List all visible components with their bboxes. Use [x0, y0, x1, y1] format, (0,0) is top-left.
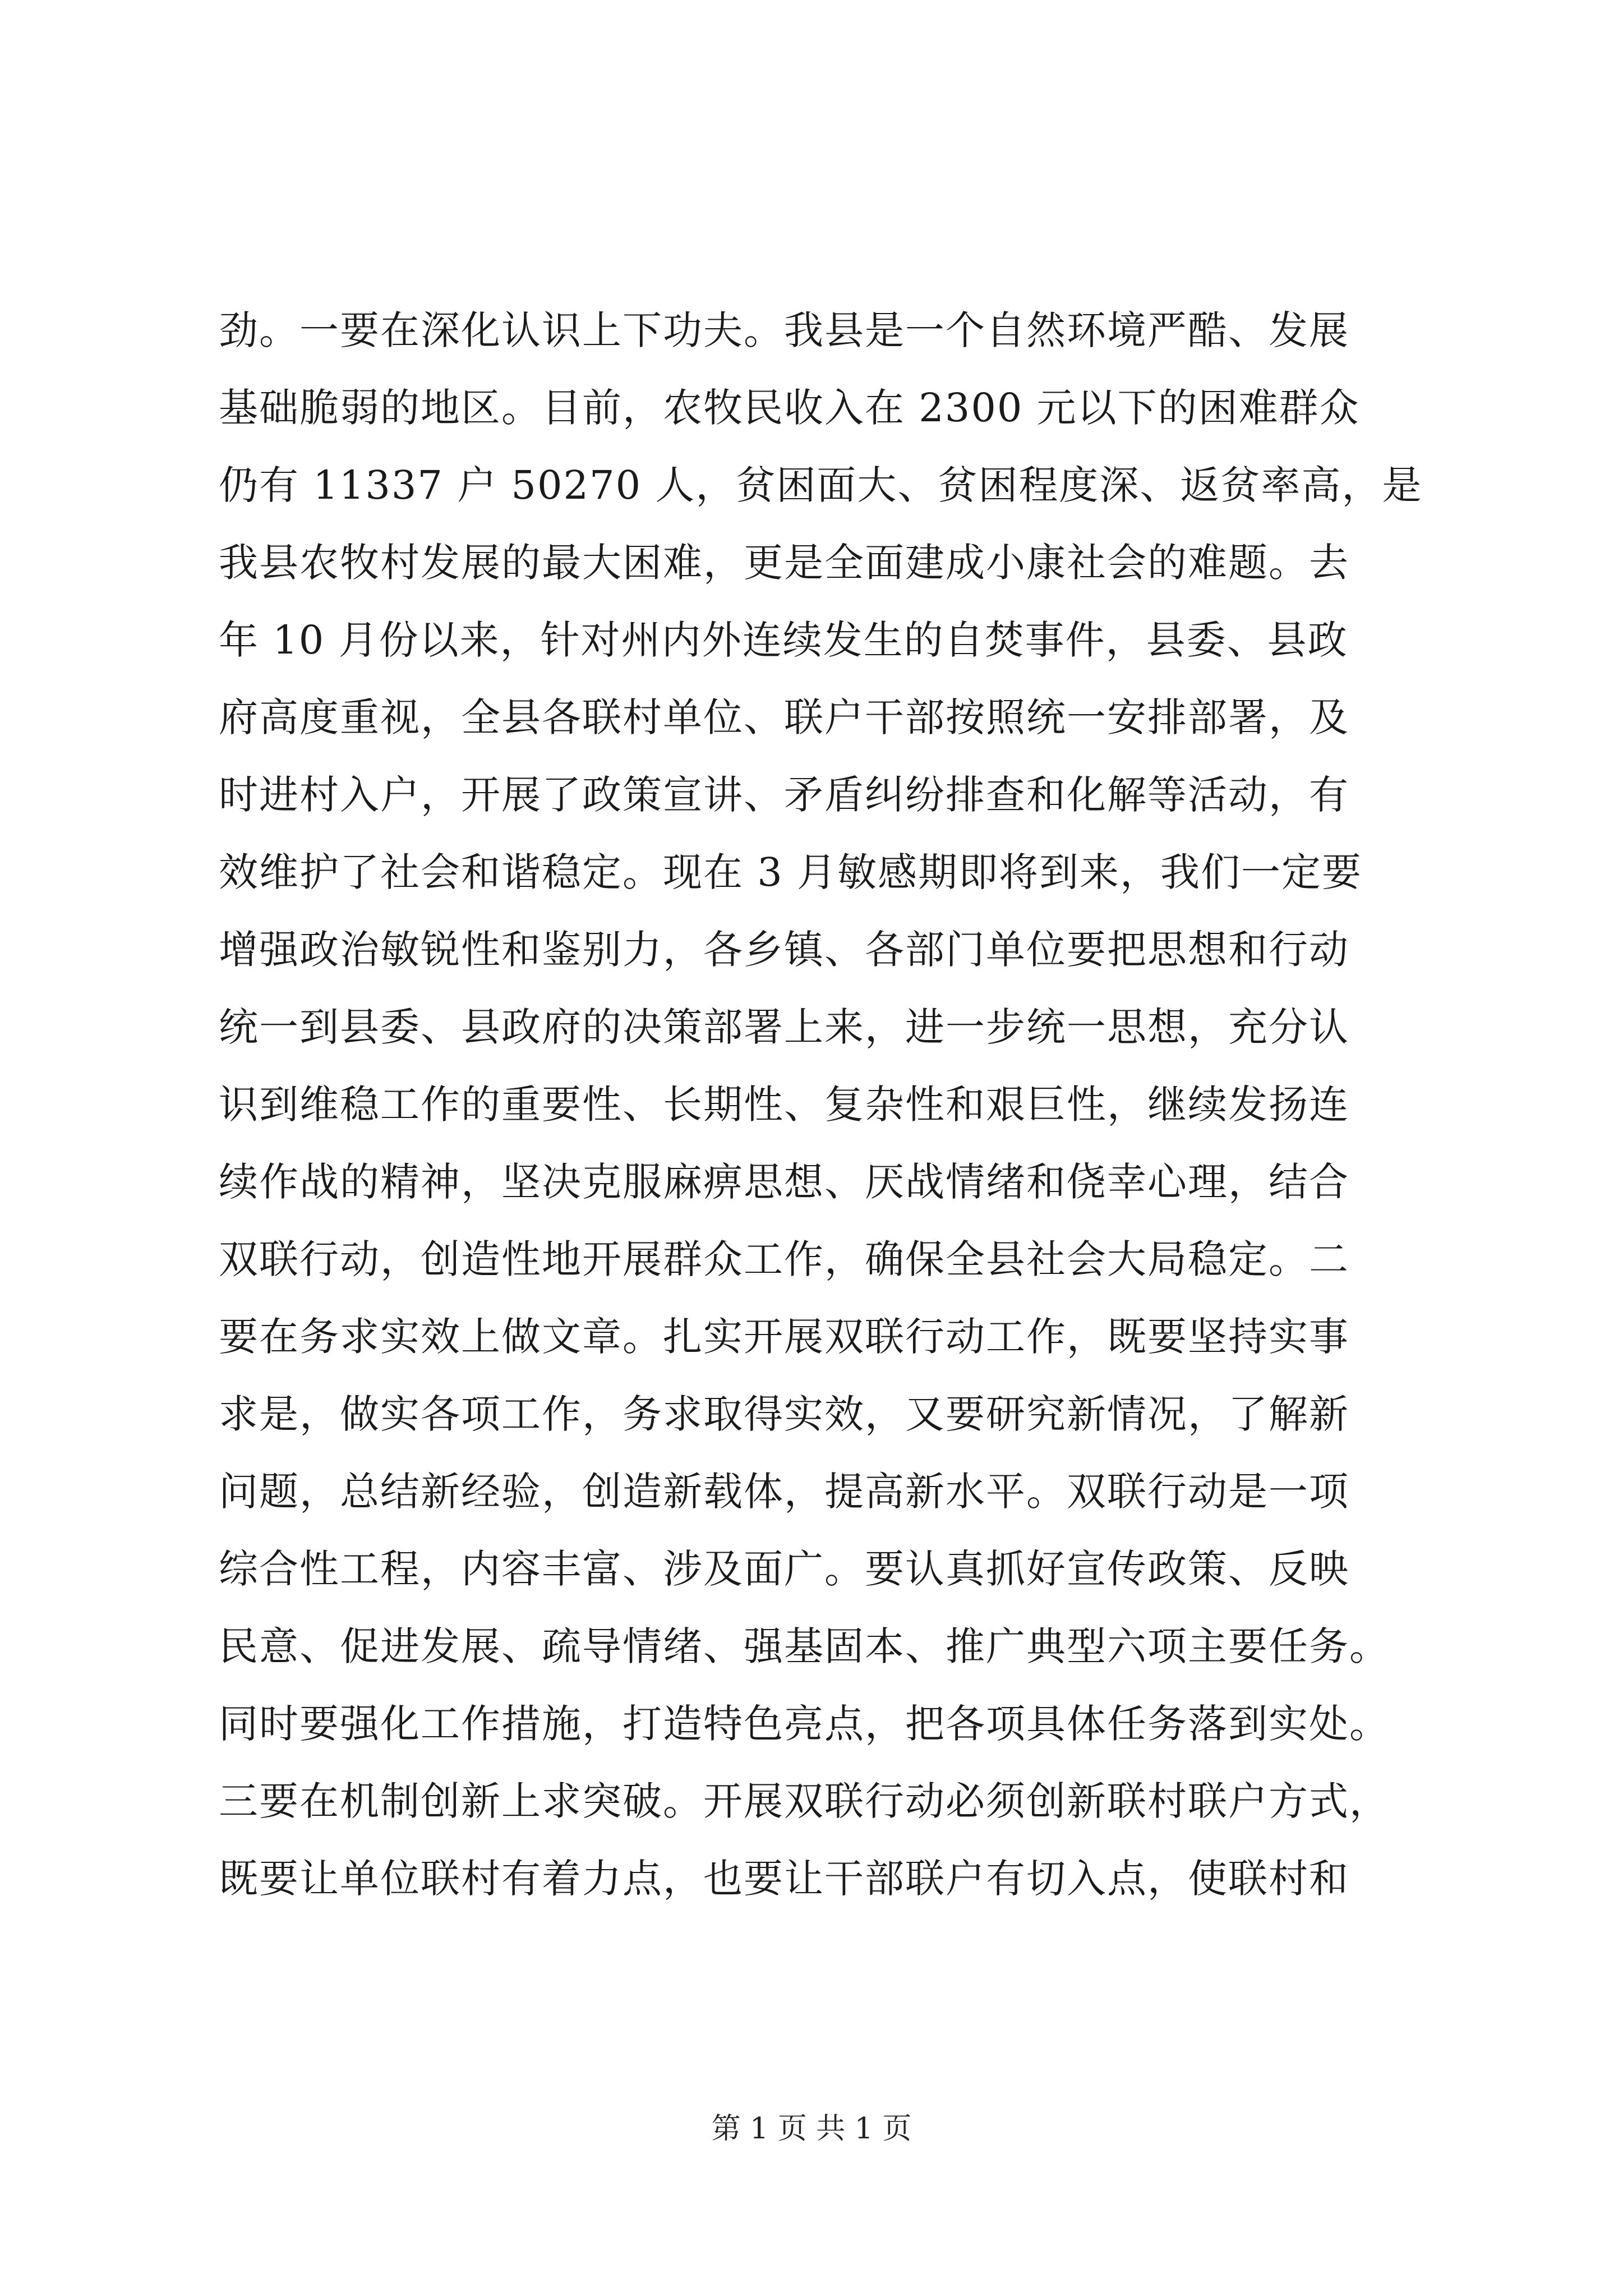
- page-footer: [0, 2109, 1623, 2148]
- text-line: 时进村入户，开展了政策宣讲、矛盾纠纷排查和化解等活动，有: [219, 772, 1349, 818]
- text-line: 要在务求实效上做文章。扎实开展双联行动工作，既要坚持实事: [219, 1314, 1349, 1360]
- text-line: 劲。一要在深化认识上下功夫。我县是一个自然环境严酷、发展: [219, 307, 1349, 353]
- page-number: 第 1 页 共 1 页: [711, 2112, 912, 2146]
- text-line: 增强政治敏锐性和鉴别力，各乡镇、各部门单位要把思想和行动: [219, 927, 1349, 973]
- text-line: 年 10 月份以来，针对州内外连续发生的自焚事件，县委、县政: [219, 617, 1348, 663]
- text-line: 统一到县委、县政府的决策部署上来，进一步统一思想，充分认: [219, 1004, 1349, 1050]
- text-line: 续作战的精神，坚决克服麻痹思想、厌战情绪和侥幸心理，结合: [219, 1159, 1349, 1205]
- text-line: 识到维稳工作的重要性、长期性、复杂性和艰巨性，继续发扬连: [219, 1082, 1349, 1128]
- text-line: 求是，做实各项工作，务求取得实效，又要研究新情况，了解新: [219, 1391, 1349, 1437]
- text-line: 三要在机制创新上求突破。开展双联行动必须创新联村联户方式，: [219, 1778, 1390, 1824]
- text-line: 问题，总结新经验，创造新载体，提高新水平。双联行动是一项: [219, 1469, 1349, 1515]
- body-text: [219, 292, 1430, 1917]
- text-line: 双联行动，创造性地开展群众工作，确保全县社会大局稳定。二: [219, 1236, 1349, 1282]
- text-line: 我县农牧村发展的最大困难，更是全面建成小康社会的难题。去: [219, 540, 1349, 586]
- text-line: 基础脆弱的地区。目前，农牧民收入在 2300 元以下的困难群众: [219, 385, 1360, 431]
- text-line: 仍有 11337 户 50270 人，贫困面大、贫困程度深、返贫率高，是: [219, 462, 1423, 508]
- text-line: 效维护了社会和谐稳定。现在 3 月敏感期即将到来，我们一定要: [219, 849, 1363, 895]
- text-line: 民意、促进发展、疏导情绪、强基固本、推广典型六项主要任务。: [219, 1623, 1390, 1669]
- text-line: 府高度重视，全县各联村单位、联户干部按照统一安排部署，及: [219, 694, 1349, 740]
- text-line: 既要让单位联村有着力点，也要让干部联户有切入点，使联村和: [219, 1856, 1349, 1902]
- text-line: 同时要强化工作措施，打造特色亮点，把各项具体任务落到实处。: [219, 1701, 1390, 1747]
- text-line: 综合性工程，内容丰富、涉及面广。要认真抓好宣传政策、反映: [219, 1546, 1349, 1592]
